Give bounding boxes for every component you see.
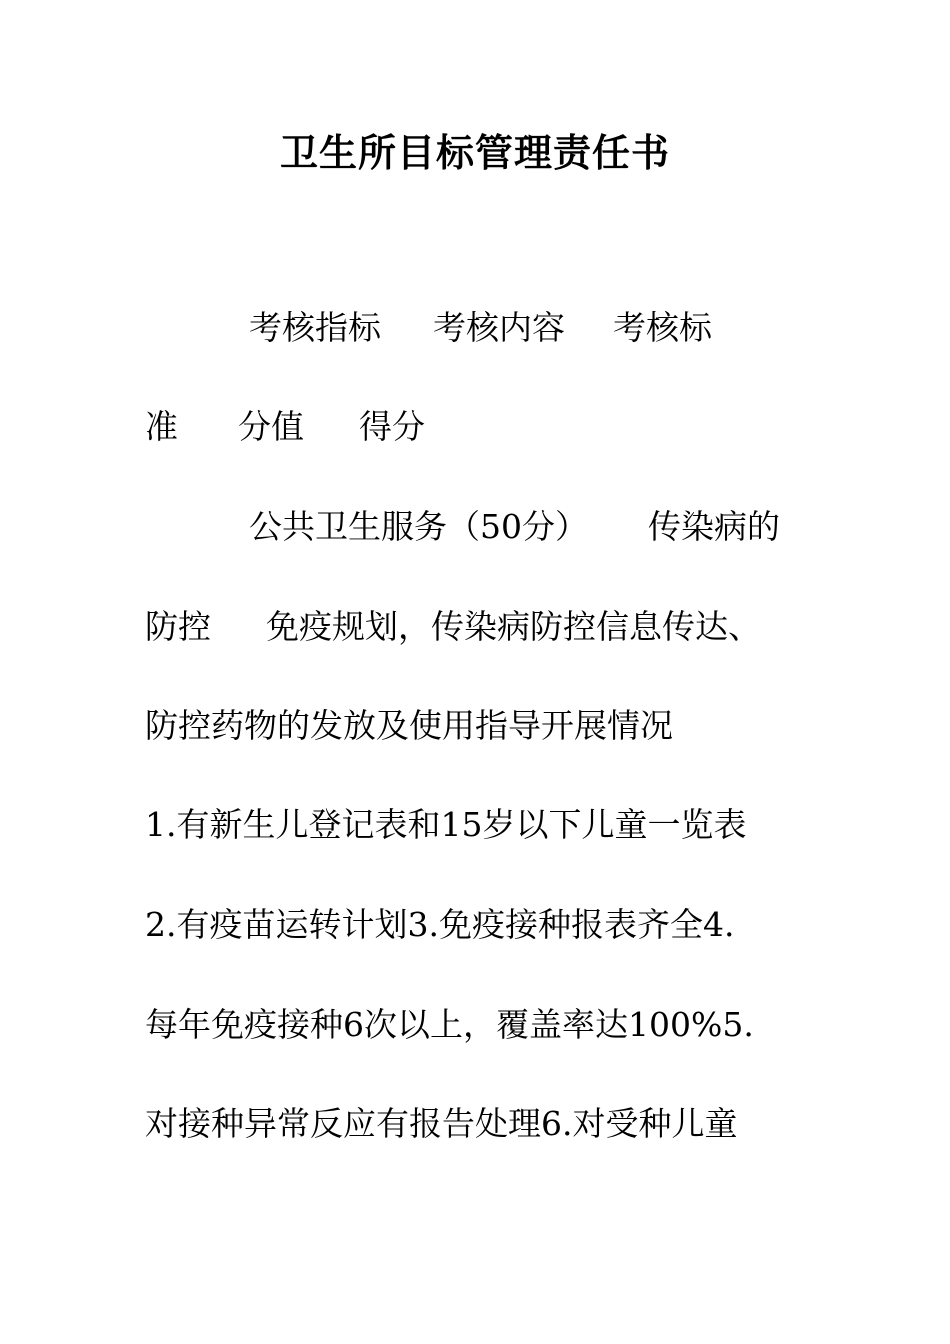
section-name: 公共卫生服务（50分） xyxy=(249,507,588,546)
header-assessment-standard-part2: 准 xyxy=(145,407,178,446)
header-assessment-standard-part1: 考核标 xyxy=(613,308,712,347)
section-content-line: 防控药物的发放及使用指导开展情况 xyxy=(145,706,673,745)
header-assessment-content: 考核内容 xyxy=(433,308,565,347)
section-line-2 xyxy=(145,605,761,649)
header-score-obtained: 得分 xyxy=(359,407,425,446)
header-assessment-indicator: 考核指标 xyxy=(249,308,381,347)
criteria-line: 1.有新生儿登记表和15岁以下儿童一览表 xyxy=(145,805,747,844)
criteria-line: 对接种异常反应有报告处理6.对受种儿童 xyxy=(145,1104,738,1143)
section-line-1 xyxy=(249,505,780,549)
header-row-line-1 xyxy=(249,306,712,350)
header-score-value: 分值 xyxy=(238,407,304,446)
criteria-line: 每年免疫接种6次以上，覆盖率达100%5. xyxy=(145,1005,754,1044)
section-content-part1: 免疫规划，传染病防控信息传达、 xyxy=(266,607,761,646)
document-title: 卫生所目标管理责任书 xyxy=(279,130,670,175)
header-row-line-2 xyxy=(145,405,425,449)
section-item-part1: 传染病的 xyxy=(648,507,780,546)
criteria-line: 2.有疫苗运转计划3.免疫接种报表齐全4. xyxy=(145,905,735,944)
section-item-part2: 防控 xyxy=(145,607,211,646)
